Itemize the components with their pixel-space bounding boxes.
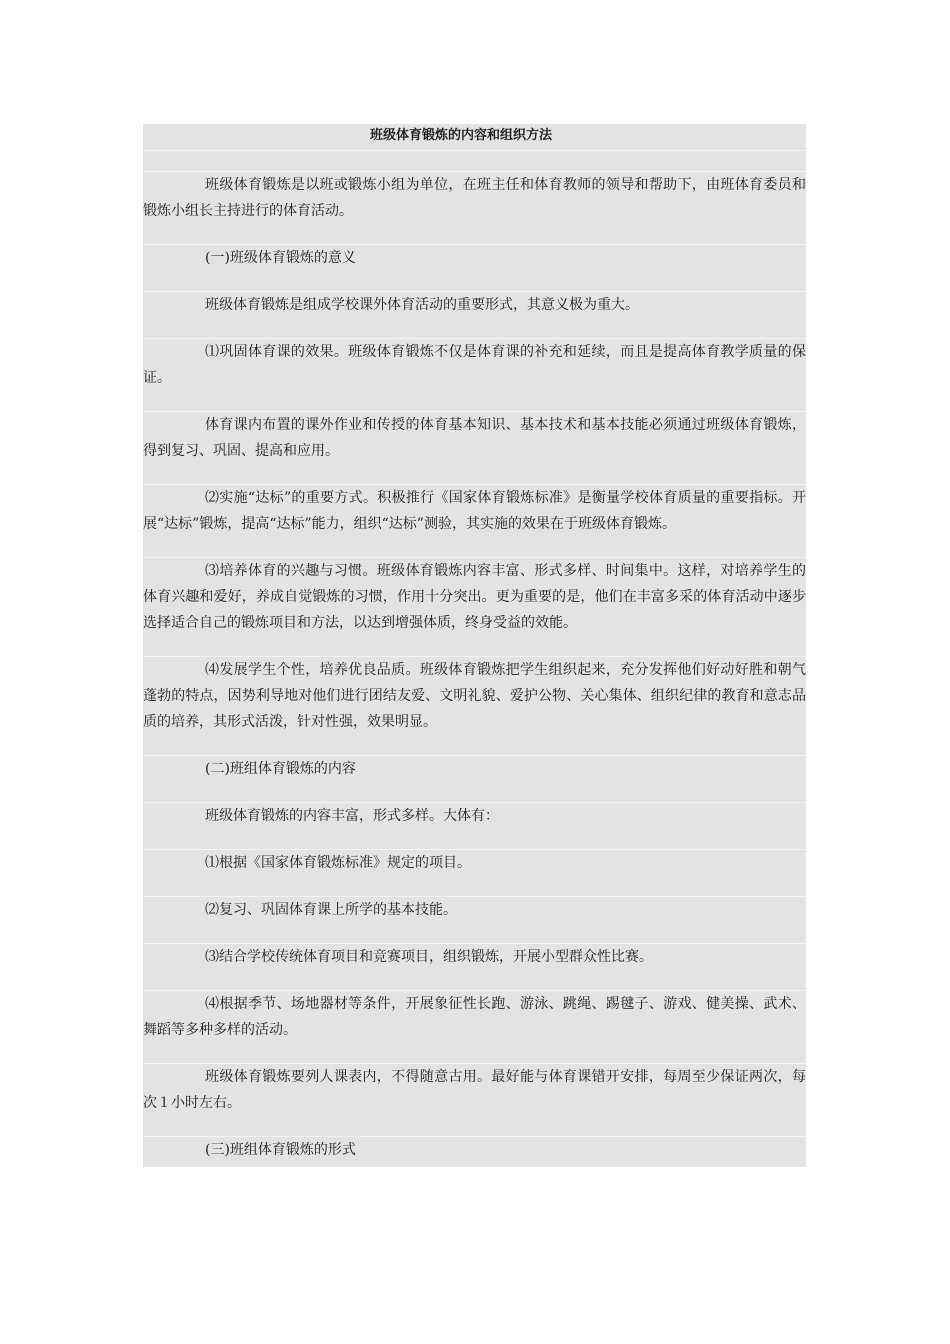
paragraph-schedule: 班级体育锻炼要列人课表内，不得随意古用。最好能与体育课错开安排，每周至少保证两次，每次１小时左右。	[143, 1063, 806, 1136]
heading-significance: (一)班级体育锻炼的意义	[143, 244, 806, 291]
paragraph-content-2: ⑵复习、巩固体育课上所学的基本技能。	[143, 896, 806, 943]
heading-content: (二)班组体育锻炼的内容	[143, 755, 806, 802]
paragraph-intro: 班级体育锻炼是以班或锻炼小组为单位，在班主任和体育教师的领导和帮助下，由班体育委员和锻炼小组长主持进行的体育活动。	[143, 171, 806, 244]
paragraph-point-2: ⑵实施“达标”的重要方式。积极推行《国家体育锻炼标准》是衡量学校体育质量的重要指标。开展“达标”锻炼，提高“达标”能力，组织“达标”测验，其实施的效果在于班级体育锻炼。	[143, 484, 806, 557]
paragraph-content-3: ⑶结合学校传统体育项目和竞赛项目，组织锻炼，开展小型群众性比赛。	[143, 943, 806, 990]
paragraph-point-1: ⑴巩固体育课的效果。班级体育锻炼不仅是体育课的补充和延续，而且是提高体育教学质量的保证。	[143, 338, 806, 411]
paragraph-point-3: ⑶培养体育的兴趣与习惯。班级体育锻炼内容丰富、形式多样、时间集中。这样，对培养学生的体育兴趣和爱好，养成自觉锻炼的习惯，作用十分突出。更为重要的是，他们在丰富多采的体育活动中逐步选择适合自己的锻炼项目和方法，以达到增强体质，终身受益的效能。	[143, 557, 806, 656]
paragraph-content-1: ⑴根据《国家体育锻炼标准》规定的项目。	[143, 849, 806, 896]
paragraph-point-4: ⑷发展学生个性，培养优良品质。班级体育锻炼把学生组织起来，充分发挥他们好动好胜和朝气蓬勃的特点，因势利导地对他们进行团结友爱、文明礼貌、爱护公物、关心集体、组织纪律的教育和意志品质的培养，其形式活泼，针对性强，效果明显。	[143, 656, 806, 755]
paragraph-significance: 班级体育锻炼是组成学校课外体育活动的重要形式，其意义极为重大。	[143, 291, 806, 338]
spacer	[143, 150, 806, 171]
document-title: 班级体育锻炼的内容和组织方法	[143, 124, 806, 150]
paragraph-content-4: ⑷根据季节、场地器材等条件，开展象征性长跑、游泳、跳绳、踢毽子、游戏、健美操、武术、舞蹈等多种多样的活动。	[143, 990, 806, 1063]
heading-form: (三)班组体育锻炼的形式	[143, 1136, 806, 1167]
paragraph-point-1-detail: 体育课内布置的课外作业和传授的体育基本知识、基本技术和基本技能必须通过班级体育锻炼，得到复习、巩固、提高和应用。	[143, 411, 806, 484]
paragraph-content-intro: 班级体育锻炼的内容丰富，形式多样。大体有：	[143, 802, 806, 849]
document-body	[143, 124, 806, 1167]
